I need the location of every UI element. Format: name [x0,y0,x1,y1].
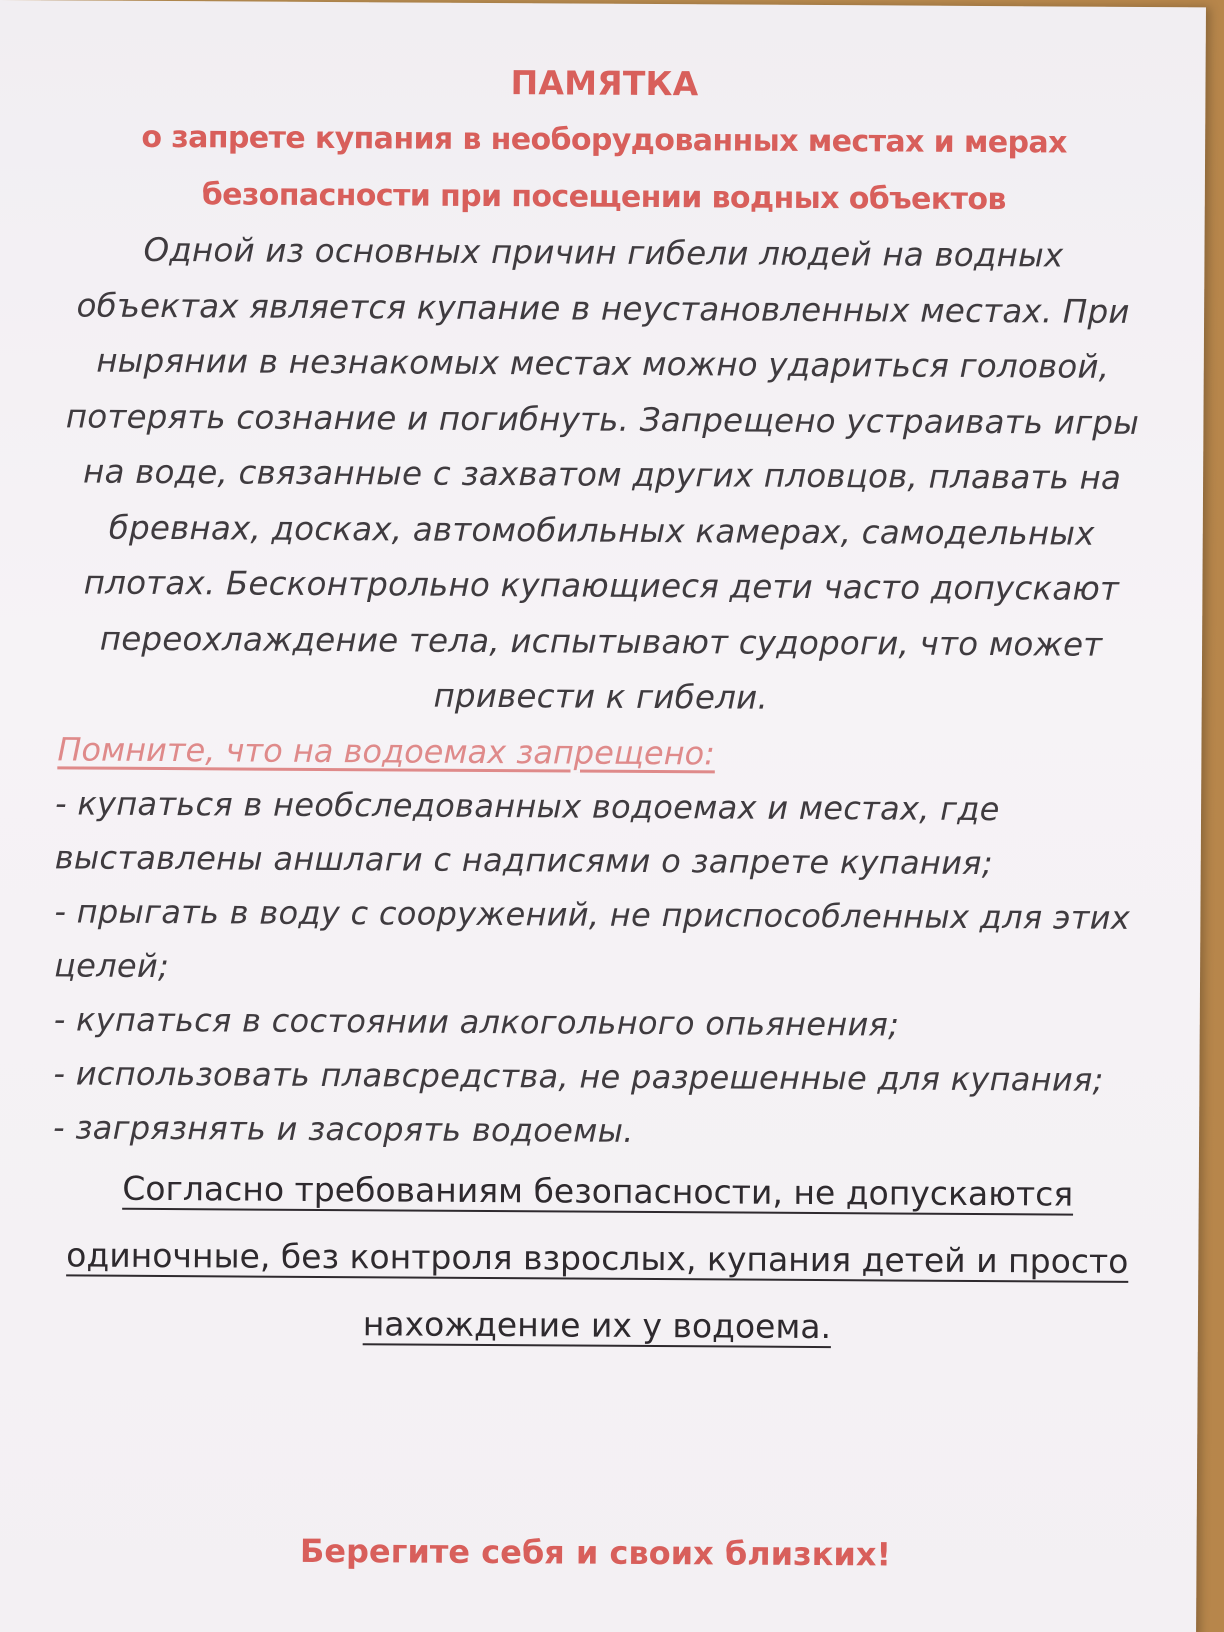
rule-item: - использовать плавсредства, не разрешенные для купания; [53,1053,1104,1099]
notice-subtitle: о запрете купания в необорудованных местах и мерах безопасности при посещении водных объектов [141,119,1067,218]
safety-note: Согласно требованиям безопасности, не допускаются одиночные, без контроля взрослых, купания детей и просто нахождение их у водоема. [66,1168,1129,1346]
rule-item: - прыгать в воду с сооружений, не приспособленных для этих целей; [53,891,1131,985]
notice-title: ПАМЯТКА [510,63,699,104]
rules-list [53,776,1145,1161]
intro-paragraph: Одной из основных причин гибели людей на водных объектах является купание в неустановленных местах. При нырянии в незнакомых местах можно удариться головой, потерять сознание и погибнуть. Запрещено устраивать игры на воде, связанные с захватом других пловцов, плавать на бревнах, досках, автомобильных камерах, самодельных плотах. Бесконтрольно купающиеся дети часто допускают переохлаждение тела, испытывают судороги, что может привести к гибели. [65,230,1140,717]
rule-item: - купаться в состоянии алкогольного опьянения; [53,999,900,1044]
closing-line: Берегите себя и своих близких! [299,1531,892,1574]
rule-item: - купаться в необследованных водоемах и местах, где выставлены аншлаги с надписями о запрете купания; [54,783,1000,882]
remember-heading: Помните, что на водоемах запрещено: [57,729,716,772]
notice-content [52,52,1150,1361]
rule-item: - загрязнять и засорять водоемы. [53,1107,634,1150]
